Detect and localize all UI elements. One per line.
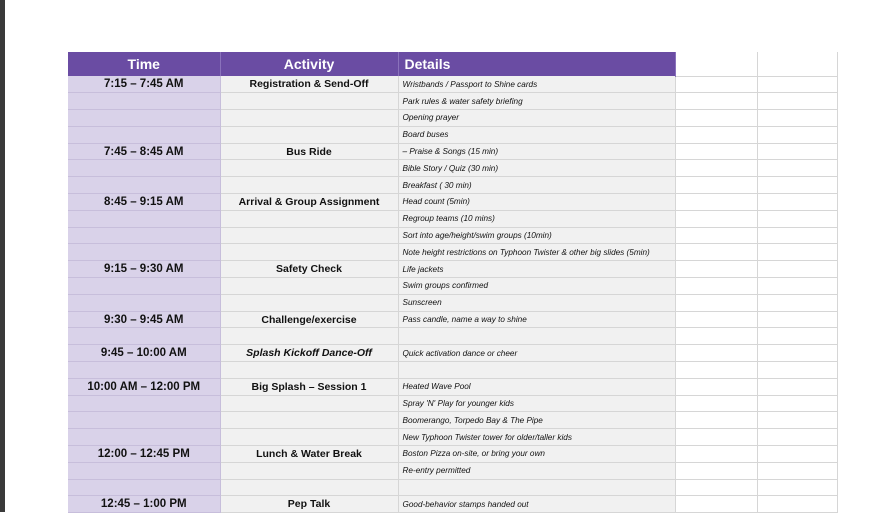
time-cell[interactable] [68,210,220,227]
header-activity[interactable]: Activity [220,52,398,76]
empty-cell[interactable] [757,328,837,345]
activity-cell[interactable] [220,93,398,110]
activity-cell[interactable]: Safety Check [220,261,398,278]
empty-cell[interactable] [757,412,837,429]
empty-cell[interactable] [675,479,757,496]
activity-cell[interactable]: Challenge/exercise [220,311,398,328]
empty-cell[interactable] [675,227,757,244]
time-cell[interactable] [68,395,220,412]
activity-cell[interactable]: Pep Talk [220,496,398,513]
table-row [68,126,837,143]
empty-cell[interactable] [757,227,837,244]
empty-cell[interactable] [757,311,837,328]
details-cell[interactable]: Head count (5min) [398,194,675,211]
details-cell[interactable]: Breakfast ( 30 min) [398,177,675,194]
details-cell[interactable]: Quick activation dance or cheer [398,345,675,362]
empty-header-cell[interactable] [757,52,837,76]
empty-cell[interactable] [757,110,837,127]
time-cell[interactable] [68,462,220,479]
activity-cell[interactable] [220,328,398,345]
table-row [68,227,837,244]
activity-cell[interactable] [220,126,398,143]
activity-cell[interactable]: Arrival & Group Assignment [220,194,398,211]
time-cell[interactable] [68,362,220,379]
empty-cell[interactable] [675,143,757,160]
details-cell[interactable] [398,362,675,379]
activity-cell[interactable] [220,395,398,412]
details-cell[interactable] [398,328,675,345]
empty-cell[interactable] [675,345,757,362]
empty-cell[interactable] [675,210,757,227]
activity-cell[interactable]: Lunch & Water Break [220,446,398,463]
empty-cell[interactable] [675,429,757,446]
activity-cell[interactable] [220,362,398,379]
table-row [68,345,837,362]
table-row [68,311,837,328]
time-cell[interactable]: 7:15 – 7:45 AM [68,76,220,93]
empty-cell[interactable] [757,446,837,463]
details-cell[interactable]: Life jackets [398,261,675,278]
time-cell[interactable] [68,227,220,244]
details-cell[interactable]: Pass candle, name a way to shine [398,311,675,328]
time-cell[interactable] [68,110,220,127]
empty-cell[interactable] [757,378,837,395]
time-cell[interactable]: 9:45 – 10:00 AM [68,345,220,362]
time-cell[interactable]: 7:45 – 8:45 AM [68,143,220,160]
details-cell[interactable]: Opening prayer [398,110,675,127]
empty-cell[interactable] [757,479,837,496]
empty-cell[interactable] [675,412,757,429]
empty-cell[interactable] [675,294,757,311]
empty-cell[interactable] [757,261,837,278]
time-cell[interactable]: 12:45 – 1:00 PM [68,496,220,513]
details-cell[interactable]: Bible Story / Quiz (30 min) [398,160,675,177]
empty-cell[interactable] [675,261,757,278]
table-row [68,177,837,194]
table-row [68,244,837,261]
activity-cell[interactable] [220,294,398,311]
empty-cell[interactable] [757,462,837,479]
empty-cell[interactable] [675,496,757,513]
activity-cell[interactable] [220,278,398,295]
time-cell[interactable] [68,429,220,446]
empty-cell[interactable] [675,177,757,194]
empty-cell[interactable] [675,110,757,127]
activity-cell[interactable] [220,412,398,429]
activity-cell[interactable] [220,462,398,479]
details-cell[interactable]: Board buses [398,126,675,143]
details-cell[interactable]: Park rules & water safety briefing [398,93,675,110]
table-row [68,110,837,127]
table-row [68,462,837,479]
empty-cell[interactable] [675,446,757,463]
activity-cell[interactable]: Bus Ride [220,143,398,160]
table-row [68,143,837,160]
window-left-edge [0,0,5,512]
time-cell[interactable] [68,479,220,496]
schedule-table [68,52,838,513]
empty-cell[interactable] [675,93,757,110]
details-cell[interactable]: – Praise & Songs (15 min) [398,143,675,160]
empty-cell[interactable] [675,194,757,211]
table-row [68,328,837,345]
empty-cell[interactable] [757,496,837,513]
empty-header-cell[interactable] [675,52,757,76]
table-row [68,479,837,496]
details-cell[interactable]: New Typhoon Twister tower for older/taller kids [398,429,675,446]
table-row [68,378,837,395]
details-cell[interactable]: Re-entry permitted [398,462,675,479]
table-row [68,93,837,110]
time-cell[interactable] [68,294,220,311]
activity-cell[interactable]: Registration & Send-Off [220,76,398,93]
empty-cell[interactable] [675,126,757,143]
activity-cell[interactable]: Splash Kickoff Dance-Off [220,345,398,362]
details-cell[interactable]: Boomerango, Torpedo Bay & The Pipe [398,412,675,429]
empty-cell[interactable] [757,177,837,194]
header-time[interactable]: Time [68,52,220,76]
time-cell[interactable]: 9:30 – 9:45 AM [68,311,220,328]
table-row [68,429,837,446]
empty-cell[interactable] [757,210,837,227]
activity-cell[interactable] [220,177,398,194]
empty-cell[interactable] [757,345,837,362]
empty-cell[interactable] [757,160,837,177]
time-cell[interactable]: 9:15 – 9:30 AM [68,261,220,278]
table-row [68,362,837,379]
empty-cell[interactable] [757,294,837,311]
table-row [68,194,837,211]
activity-cell[interactable] [220,160,398,177]
details-cell[interactable]: Swim groups confirmed [398,278,675,295]
activity-cell[interactable] [220,244,398,261]
table-row [68,160,837,177]
details-cell[interactable]: Regroup teams (10 mins) [398,210,675,227]
activity-cell[interactable] [220,110,398,127]
time-cell[interactable] [68,278,220,295]
time-cell[interactable]: 8:45 – 9:15 AM [68,194,220,211]
table-row [68,446,837,463]
table-row [68,76,837,93]
details-cell[interactable]: Wristbands / Passport to Shine cards [398,76,675,93]
time-cell[interactable]: 10:00 AM – 12:00 PM [68,378,220,395]
details-cell[interactable]: Sort into age/height/swim groups (10min) [398,227,675,244]
empty-cell[interactable] [675,278,757,295]
activity-cell[interactable] [220,429,398,446]
empty-cell[interactable] [675,160,757,177]
empty-cell[interactable] [757,126,837,143]
time-cell[interactable] [68,160,220,177]
table-row [68,261,837,278]
empty-cell[interactable] [675,328,757,345]
empty-cell[interactable] [675,378,757,395]
table-row [68,496,837,513]
time-cell[interactable] [68,412,220,429]
empty-cell[interactable] [675,244,757,261]
table-row [68,278,837,295]
table-row [68,412,837,429]
schedule-sheet [68,52,838,513]
activity-cell[interactable] [220,479,398,496]
table-row [68,210,837,227]
empty-cell[interactable] [675,395,757,412]
time-cell[interactable] [68,93,220,110]
empty-cell[interactable] [675,362,757,379]
table-row [68,395,837,412]
details-cell[interactable]: Heated Wave Pool [398,378,675,395]
empty-cell[interactable] [757,93,837,110]
empty-cell[interactable] [675,462,757,479]
empty-cell[interactable] [757,362,837,379]
empty-cell[interactable] [675,76,757,93]
details-cell[interactable] [398,479,675,496]
header-details[interactable]: Details [398,52,675,76]
time-cell[interactable] [68,328,220,345]
details-cell[interactable]: Spray 'N' Play for younger kids [398,395,675,412]
time-cell[interactable] [68,244,220,261]
header-row [68,52,837,76]
details-cell[interactable]: Sunscreen [398,294,675,311]
activity-cell[interactable] [220,227,398,244]
empty-cell[interactable] [757,194,837,211]
time-cell[interactable] [68,126,220,143]
time-cell[interactable] [68,177,220,194]
empty-cell[interactable] [757,76,837,93]
details-cell[interactable]: Note height restrictions on Typhoon Twister & other big slides (5min) [398,244,675,261]
activity-cell[interactable]: Big Splash – Session 1 [220,378,398,395]
empty-cell[interactable] [757,395,837,412]
activity-cell[interactable] [220,210,398,227]
details-cell[interactable]: Boston Pizza on-site, or bring your own [398,446,675,463]
table-row [68,294,837,311]
details-cell[interactable]: Good-behavior stamps handed out [398,496,675,513]
empty-cell[interactable] [757,429,837,446]
empty-cell[interactable] [757,278,837,295]
schedule-rows [68,76,837,513]
empty-cell[interactable] [675,311,757,328]
empty-cell[interactable] [757,244,837,261]
time-cell[interactable]: 12:00 – 12:45 PM [68,446,220,463]
empty-cell[interactable] [757,143,837,160]
